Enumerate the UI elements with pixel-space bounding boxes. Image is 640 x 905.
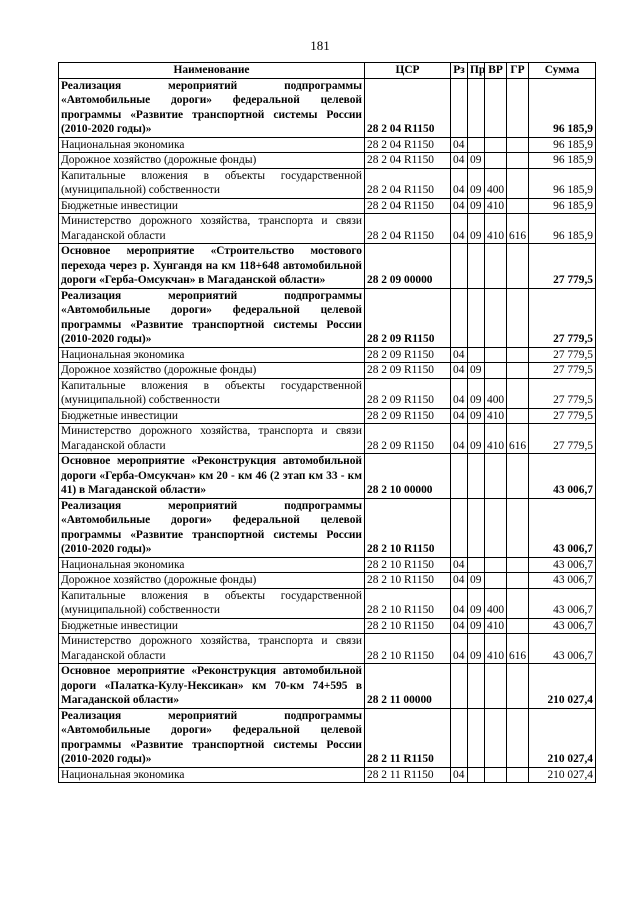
row-gr-cell — [507, 664, 529, 709]
row-rz-cell: 04 — [451, 634, 468, 664]
row-vr-cell — [485, 78, 507, 137]
row-name-cell: Национальная экономика — [59, 557, 365, 573]
row-sum-cell: 96 185,9 — [529, 168, 596, 198]
row-csr-cell: 28 2 11 00000 — [365, 664, 451, 709]
row-gr-cell: 616 — [507, 424, 529, 454]
row-rz-cell: 04 — [451, 214, 468, 244]
table-body — [59, 78, 596, 783]
header-vr: ВР — [485, 63, 507, 79]
row-vr-cell: 410 — [485, 198, 507, 214]
table-row — [59, 634, 596, 664]
row-gr-cell — [507, 557, 529, 573]
row-gr-cell — [507, 168, 529, 198]
row-csr-cell: 28 2 10 R1150 — [365, 588, 451, 618]
table-row — [59, 498, 596, 557]
row-pr-cell: 09 — [468, 198, 485, 214]
row-pr-cell — [468, 454, 485, 499]
row-sum-cell: 43 006,7 — [529, 634, 596, 664]
row-rz-cell: 04 — [451, 137, 468, 153]
row-pr-cell — [468, 288, 485, 347]
row-rz-cell: 04 — [451, 588, 468, 618]
table-row — [59, 198, 596, 214]
table-row — [59, 573, 596, 589]
row-gr-cell — [507, 347, 529, 363]
row-name-cell: Дорожное хозяйство (дорожные фонды) — [59, 573, 365, 589]
row-gr-cell: 616 — [507, 634, 529, 664]
row-sum-cell: 43 006,7 — [529, 588, 596, 618]
row-sum-cell: 43 006,7 — [529, 573, 596, 589]
row-name-cell: Основное мероприятие «Реконструкция автомобильной дороги «Палатка-Кулу-Нексикан» км 70-км 74+595 в Магаданской области» — [59, 664, 365, 709]
table-row — [59, 424, 596, 454]
row-pr-cell — [468, 557, 485, 573]
row-name-cell: Министерство дорожного хозяйства, транспорта и связи Магаданской области — [59, 214, 365, 244]
row-sum-cell: 210 027,4 — [529, 708, 596, 767]
row-rz-cell: 04 — [451, 767, 468, 783]
table-row — [59, 618, 596, 634]
table-row — [59, 153, 596, 169]
table-row — [59, 137, 596, 153]
row-name-cell: Капитальные вложения в объекты государственной (муниципальной) собственности — [59, 588, 365, 618]
row-gr-cell — [507, 573, 529, 589]
row-rz-cell: 04 — [451, 424, 468, 454]
row-name-cell: Реализация мероприятий подпрограммы «Автомобильные дороги» федеральной целевой программы «Развитие транспортной системы России (2010-2020 годы)» — [59, 498, 365, 557]
row-gr-cell — [507, 153, 529, 169]
row-vr-cell: 400 — [485, 168, 507, 198]
row-pr-cell — [468, 708, 485, 767]
row-csr-cell: 28 2 10 R1150 — [365, 634, 451, 664]
row-gr-cell — [507, 708, 529, 767]
row-name-cell: Министерство дорожного хозяйства, транспорта и связи Магаданской области — [59, 634, 365, 664]
row-sum-cell: 27 779,5 — [529, 244, 596, 289]
row-rz-cell — [451, 708, 468, 767]
row-pr-cell: 09 — [468, 634, 485, 664]
header-name: Наименование — [59, 63, 365, 79]
row-name-cell: Основное мероприятие «Строительство мостового перехода через р. Хунгандя на км 118+648 автомобильной дороги «Герба-Омсукчан» в Магаданской области» — [59, 244, 365, 289]
row-sum-cell: 27 779,5 — [529, 363, 596, 379]
row-csr-cell: 28 2 10 R1150 — [365, 618, 451, 634]
row-pr-cell: 09 — [468, 618, 485, 634]
row-csr-cell: 28 2 11 R1150 — [365, 708, 451, 767]
row-rz-cell: 04 — [451, 198, 468, 214]
table-row — [59, 168, 596, 198]
row-csr-cell: 28 2 09 R1150 — [365, 363, 451, 379]
row-sum-cell: 43 006,7 — [529, 454, 596, 499]
table-row — [59, 288, 596, 347]
row-vr-cell — [485, 767, 507, 783]
row-rz-cell: 04 — [451, 153, 468, 169]
row-rz-cell — [451, 498, 468, 557]
row-rz-cell: 04 — [451, 618, 468, 634]
row-vr-cell — [485, 454, 507, 499]
header-pr: Пр — [468, 63, 485, 79]
row-name-cell: Основное мероприятие «Реконструкция автомобильной дороги «Герба-Омсукчан» км 20 - км 46 (2 этап км 33 - км 41) в Магаданской области» — [59, 454, 365, 499]
row-sum-cell: 43 006,7 — [529, 498, 596, 557]
row-gr-cell — [507, 408, 529, 424]
budget-table — [58, 62, 596, 783]
row-name-cell: Бюджетные инвестиции — [59, 618, 365, 634]
row-pr-cell: 09 — [468, 408, 485, 424]
table-row — [59, 378, 596, 408]
row-rz-cell — [451, 244, 468, 289]
row-csr-cell: 28 2 09 R1150 — [365, 378, 451, 408]
row-pr-cell: 09 — [468, 363, 485, 379]
row-pr-cell — [468, 347, 485, 363]
row-csr-cell: 28 2 10 R1150 — [365, 557, 451, 573]
row-pr-cell: 09 — [468, 378, 485, 408]
row-vr-cell — [485, 288, 507, 347]
row-rz-cell — [451, 288, 468, 347]
row-pr-cell — [468, 767, 485, 783]
row-sum-cell: 43 006,7 — [529, 557, 596, 573]
row-gr-cell — [507, 137, 529, 153]
row-csr-cell: 28 2 09 00000 — [365, 244, 451, 289]
row-name-cell: Национальная экономика — [59, 137, 365, 153]
row-pr-cell: 09 — [468, 588, 485, 618]
row-pr-cell — [468, 244, 485, 289]
row-sum-cell: 27 779,5 — [529, 408, 596, 424]
table-row — [59, 214, 596, 244]
row-vr-cell — [485, 244, 507, 289]
table-row — [59, 244, 596, 289]
table-row — [59, 347, 596, 363]
row-vr-cell: 410 — [485, 634, 507, 664]
row-csr-cell: 28 2 04 R1150 — [365, 198, 451, 214]
row-csr-cell: 28 2 11 R1150 — [365, 767, 451, 783]
row-pr-cell: 09 — [468, 153, 485, 169]
row-csr-cell: 28 2 04 R1150 — [365, 78, 451, 137]
row-csr-cell: 28 2 10 R1150 — [365, 498, 451, 557]
row-pr-cell: 09 — [468, 424, 485, 454]
row-vr-cell: 410 — [485, 408, 507, 424]
table-row — [59, 363, 596, 379]
row-vr-cell — [485, 708, 507, 767]
row-sum-cell: 27 779,5 — [529, 424, 596, 454]
row-vr-cell: 410 — [485, 424, 507, 454]
row-gr-cell — [507, 244, 529, 289]
row-rz-cell: 04 — [451, 347, 468, 363]
row-csr-cell: 28 2 04 R1150 — [365, 153, 451, 169]
row-vr-cell — [485, 573, 507, 589]
row-rz-cell: 04 — [451, 557, 468, 573]
table-row — [59, 78, 596, 137]
row-gr-cell — [507, 618, 529, 634]
row-rz-cell: 04 — [451, 168, 468, 198]
row-sum-cell: 96 185,9 — [529, 137, 596, 153]
table-row — [59, 454, 596, 499]
table-row — [59, 664, 596, 709]
row-name-cell: Капитальные вложения в объекты государственной (муниципальной) собственности — [59, 168, 365, 198]
row-vr-cell — [485, 347, 507, 363]
row-gr-cell — [507, 288, 529, 347]
row-sum-cell: 27 779,5 — [529, 347, 596, 363]
row-csr-cell: 28 2 04 R1150 — [365, 214, 451, 244]
row-vr-cell — [485, 664, 507, 709]
row-pr-cell: 09 — [468, 573, 485, 589]
row-rz-cell: 04 — [451, 408, 468, 424]
row-pr-cell — [468, 664, 485, 709]
row-sum-cell: 27 779,5 — [529, 378, 596, 408]
row-vr-cell: 410 — [485, 214, 507, 244]
row-sum-cell: 27 779,5 — [529, 288, 596, 347]
row-csr-cell: 28 2 10 R1150 — [365, 573, 451, 589]
row-vr-cell: 400 — [485, 378, 507, 408]
row-name-cell: Реализация мероприятий подпрограммы «Автомобильные дороги» федеральной целевой программы «Развитие транспортной системы России (2010-2020 годы)» — [59, 78, 365, 137]
row-pr-cell: 09 — [468, 214, 485, 244]
row-name-cell: Реализация мероприятий подпрограммы «Автомобильные дороги» федеральной целевой программы «Развитие транспортной системы России (2010-2020 годы)» — [59, 288, 365, 347]
row-sum-cell: 43 006,7 — [529, 618, 596, 634]
row-gr-cell — [507, 767, 529, 783]
row-sum-cell: 96 185,9 — [529, 78, 596, 137]
header-csr: ЦСР — [365, 63, 451, 79]
row-rz-cell — [451, 78, 468, 137]
table-row — [59, 588, 596, 618]
row-csr-cell: 28 2 09 R1150 — [365, 347, 451, 363]
table-row — [59, 708, 596, 767]
row-name-cell: Бюджетные инвестиции — [59, 198, 365, 214]
row-csr-cell: 28 2 09 R1150 — [365, 288, 451, 347]
row-name-cell: Министерство дорожного хозяйства, транспорта и связи Магаданской области — [59, 424, 365, 454]
row-gr-cell: 616 — [507, 214, 529, 244]
row-sum-cell: 96 185,9 — [529, 153, 596, 169]
page-number: 181 — [310, 38, 330, 53]
row-pr-cell — [468, 137, 485, 153]
row-vr-cell — [485, 498, 507, 557]
row-gr-cell — [507, 78, 529, 137]
row-name-cell: Дорожное хозяйство (дорожные фонды) — [59, 363, 365, 379]
header-rz: Рз — [451, 63, 468, 79]
row-sum-cell: 96 185,9 — [529, 214, 596, 244]
row-rz-cell: 04 — [451, 573, 468, 589]
row-vr-cell — [485, 153, 507, 169]
row-csr-cell: 28 2 04 R1150 — [365, 168, 451, 198]
table-row — [59, 767, 596, 783]
row-gr-cell — [507, 498, 529, 557]
row-vr-cell — [485, 137, 507, 153]
row-gr-cell — [507, 454, 529, 499]
row-sum-cell: 210 027,4 — [529, 664, 596, 709]
row-rz-cell: 04 — [451, 378, 468, 408]
row-gr-cell — [507, 198, 529, 214]
row-vr-cell: 410 — [485, 618, 507, 634]
row-name-cell: Капитальные вложения в объекты государственной (муниципальной) собственности — [59, 378, 365, 408]
row-rz-cell — [451, 664, 468, 709]
table-row — [59, 408, 596, 424]
row-gr-cell — [507, 378, 529, 408]
row-csr-cell: 28 2 10 00000 — [365, 454, 451, 499]
row-vr-cell: 400 — [485, 588, 507, 618]
row-name-cell: Реализация мероприятий подпрограммы «Автомобильные дороги» федеральной целевой программы «Развитие транспортной системы России (2010-2020 годы)» — [59, 708, 365, 767]
row-name-cell: Бюджетные инвестиции — [59, 408, 365, 424]
row-gr-cell — [507, 588, 529, 618]
row-vr-cell — [485, 557, 507, 573]
row-csr-cell: 28 2 09 R1150 — [365, 408, 451, 424]
row-gr-cell — [507, 363, 529, 379]
row-name-cell: Национальная экономика — [59, 347, 365, 363]
row-pr-cell — [468, 78, 485, 137]
row-pr-cell — [468, 498, 485, 557]
row-name-cell: Национальная экономика — [59, 767, 365, 783]
row-vr-cell — [485, 363, 507, 379]
row-sum-cell: 96 185,9 — [529, 198, 596, 214]
row-pr-cell: 09 — [468, 168, 485, 198]
row-sum-cell: 210 027,4 — [529, 767, 596, 783]
row-rz-cell: 04 — [451, 363, 468, 379]
row-csr-cell: 28 2 09 R1150 — [365, 424, 451, 454]
table-row — [59, 557, 596, 573]
row-name-cell: Дорожное хозяйство (дорожные фонды) — [59, 153, 365, 169]
header-gr: ГР — [507, 63, 529, 79]
table-header-row — [59, 63, 596, 79]
row-csr-cell: 28 2 04 R1150 — [365, 137, 451, 153]
header-sum: Сумма — [529, 63, 596, 79]
row-rz-cell — [451, 454, 468, 499]
